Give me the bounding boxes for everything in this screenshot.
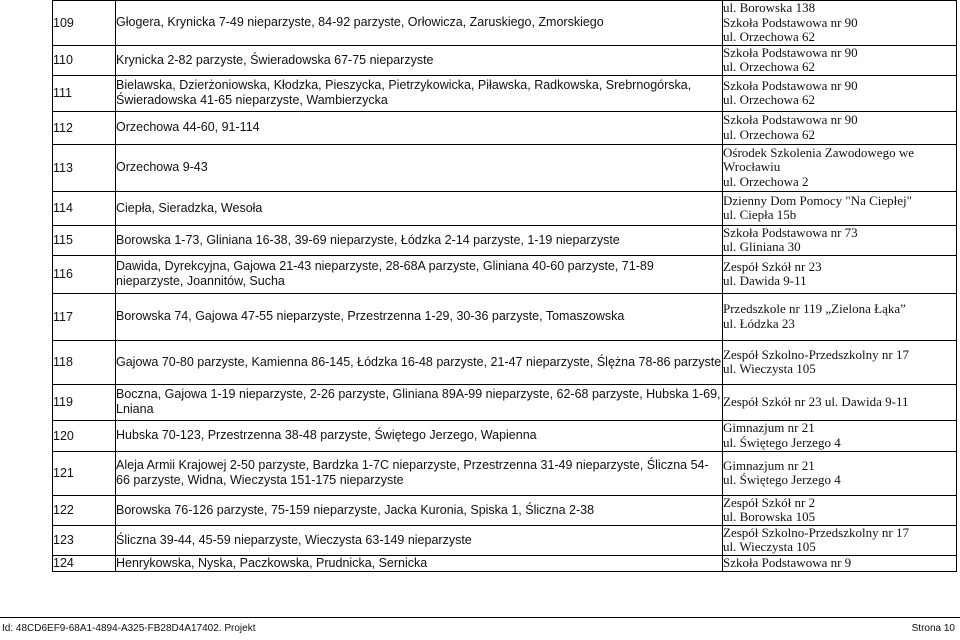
- school-line: Szkoła Podstawowa nr 90: [723, 112, 858, 127]
- school-line: Ośrodek Szkolenia Zawodowego we: [723, 144, 914, 160]
- streets-cell: Gajowa 70-80 parzyste, Kamienna 86-145, Łódzka 16-48 parzyste, 21-47 nieparzyste, Ślężna 78-86 parzyste: [116, 340, 723, 384]
- school-line: Szkoła Podstawowa nr 90: [723, 77, 858, 93]
- school-line: ul. Orzechowa 62: [723, 126, 816, 142]
- streets-cell: Głogera, Krynicka 7-49 nieparzyste, 84-92 parzyste, Orłowicza, Zaruskiego, Zmorskiego: [116, 1, 723, 46]
- school-line: Dzienny Dom Pomocy "Na Ciepłej": [723, 192, 912, 208]
- school-line: ul. Gliniana 30: [723, 239, 801, 254]
- school-line: ul. Orzechowa 62: [723, 92, 816, 107]
- page-number: Strona 10: [911, 623, 955, 634]
- school-line: ul. Świętego Jerzego 4: [723, 434, 841, 450]
- table-row: [53, 525, 957, 555]
- row-number: 123: [53, 525, 116, 555]
- table-row: [53, 293, 957, 340]
- streets-cell: Ciepła, Sieradzka, Wesoła: [116, 191, 723, 225]
- streets-cell: Orzechowa 44-60, 91-114: [116, 111, 723, 144]
- table-row: [53, 451, 957, 495]
- school-line: ul. Dawida 9-11: [723, 273, 807, 288]
- streets-cell: Hubska 70-123, Przestrzenna 38-48 parzyste, Świętego Jerzego, Wapienna: [116, 420, 723, 451]
- school-line: ul. Wieczysta 105: [723, 361, 816, 376]
- school-line: Gimnazjum nr 21: [723, 420, 815, 435]
- streets-cell: Orzechowa 9-43: [116, 144, 723, 191]
- streets-cell: Borowska 1-73, Gliniana 16-38, 39-69 nieparzyste, Łódzka 2-14 parzyste, 1-19 nieparzyste: [116, 225, 723, 255]
- footer-divider: [0, 617, 960, 618]
- school-line: Szkoła Podstawowa nr 9: [723, 554, 852, 570]
- streets-cell: Dawida, Dyrekcyjna, Gajowa 21-43 nieparzyste, 28-68A parzyste, Gliniana 40-60 parzyste, 71-89 nieparzyste, Joannitów, Sucha: [116, 255, 723, 293]
- school-cell: [723, 420, 957, 451]
- school-cell: [723, 255, 957, 293]
- streets-cell: Borowska 76-126 parzyste, 75-159 nieparzyste, Jacka Kuronia, Spiska 1, Śliczna 2-38: [116, 495, 723, 525]
- row-number: 115: [53, 225, 116, 255]
- districts-table: [52, 0, 957, 572]
- streets-cell: Henrykowska, Nyska, Paczkowska, Prudnicka, Sernicka: [116, 555, 723, 571]
- row-number: 120: [53, 420, 116, 451]
- school-line: Wrocławiu: [723, 159, 781, 175]
- school-cell: [723, 111, 957, 144]
- school-cell: [723, 1, 957, 46]
- streets-cell: Bielawska, Dzierżoniowska, Kłodzka, Pieszycka, Pietrzykowicka, Piławska, Radkowska, Srebrnogórska, Świeradowska 41-65 nieparzyste, Wambierzycka: [116, 75, 723, 111]
- school-cell: [723, 293, 957, 340]
- table-row: [53, 45, 957, 75]
- school-line: ul. Świętego Jerzego 4: [723, 472, 841, 487]
- school-line: Zespół Szkolno-Przedszkolny nr 17: [723, 524, 909, 540]
- row-number: 113: [53, 144, 116, 191]
- school-line: Szkoła Podstawowa nr 90: [723, 44, 858, 60]
- table-row: [53, 1, 957, 46]
- school-line: Szkoła Podstawowa nr 90: [723, 14, 858, 30]
- school-line: Zespół Szkół nr 23 ul. Dawida 9-11: [723, 393, 909, 409]
- table-row: [53, 555, 957, 571]
- school-line: ul. Borowska 138: [723, 0, 816, 15]
- table-row: [53, 225, 957, 255]
- row-number: 124: [53, 555, 116, 571]
- school-cell: [723, 45, 957, 75]
- row-number: 114: [53, 191, 116, 225]
- school-line: Zespół Szkolno-Przedszkolny nr 17: [723, 346, 909, 362]
- row-number: 111: [53, 75, 116, 111]
- school-line: Szkoła Podstawowa nr 73: [723, 224, 858, 240]
- row-number: 121: [53, 451, 116, 495]
- school-cell: [723, 525, 957, 555]
- row-number: 122: [53, 495, 116, 525]
- table-row: [53, 340, 957, 384]
- school-line: Przedszkole nr 119 „Zielona Łąka”: [723, 301, 906, 316]
- school-line: ul. Orzechowa 62: [723, 29, 816, 44]
- row-number: 112: [53, 111, 116, 144]
- school-line: Zespół Szkół nr 2: [723, 494, 816, 510]
- streets-cell: Śliczna 39-44, 45-59 nieparzyste, Wieczysta 63-149 nieparzyste: [116, 525, 723, 555]
- school-line: ul. Łódzka 23: [723, 315, 795, 331]
- table-row: [53, 191, 957, 225]
- school-cell: [723, 225, 957, 255]
- table-row: [53, 144, 957, 191]
- row-number: 117: [53, 293, 116, 340]
- school-cell: [723, 340, 957, 384]
- row-number: 119: [53, 384, 116, 420]
- row-number: 118: [53, 340, 116, 384]
- school-cell: [723, 451, 957, 495]
- table-row: [53, 255, 957, 293]
- streets-cell: Borowska 74, Gajowa 47-55 nieparzyste, Przestrzenna 1-29, 30-36 parzyste, Tomaszowska: [116, 293, 723, 340]
- document-id: Id: 48CD6EF9-68A1-4894-A325-FB28D4A17402. Projekt: [2, 623, 256, 634]
- table-row: [53, 384, 957, 420]
- row-number: 110: [53, 45, 116, 75]
- school-line: ul. Ciepła 15b: [723, 207, 797, 222]
- streets-cell: Krynicka 2-82 parzyste, Świeradowska 67-75 nieparzyste: [116, 45, 723, 75]
- row-number: 116: [53, 255, 116, 293]
- table-row: [53, 495, 957, 525]
- school-cell: [723, 555, 957, 571]
- school-cell: [723, 75, 957, 111]
- streets-cell: Boczna, Gajowa 1-19 nieparzyste, 2-26 parzyste, Gliniana 89A-99 nieparzyste, 62-68 parzyste, Hubska 1-69, Lniana: [116, 384, 723, 420]
- school-line: Zespół Szkół nr 23: [723, 258, 822, 274]
- school-cell: [723, 144, 957, 191]
- table-row: [53, 111, 957, 144]
- school-line: ul. Borowska 105: [723, 509, 816, 524]
- streets-cell: Aleja Armii Krajowej 2-50 parzyste, Bardzka 1-7C nieparzyste, Przestrzenna 31-49 nieparzyste, Śliczna 54-66 parzyste, Widna, Wieczysta 151-175 nieparzyste: [116, 451, 723, 495]
- school-cell: [723, 384, 957, 420]
- school-cell: [723, 191, 957, 225]
- table-body: [53, 1, 957, 572]
- school-cell: [723, 495, 957, 525]
- school-line: ul. Orzechowa 2: [723, 173, 809, 189]
- school-line: ul. Wieczysta 105: [723, 539, 816, 554]
- table-row: [53, 75, 957, 111]
- table-row: [53, 420, 957, 451]
- row-number: 109: [53, 1, 116, 46]
- school-line: Gimnazjum nr 21: [723, 457, 815, 473]
- school-line: ul. Orzechowa 62: [723, 59, 816, 74]
